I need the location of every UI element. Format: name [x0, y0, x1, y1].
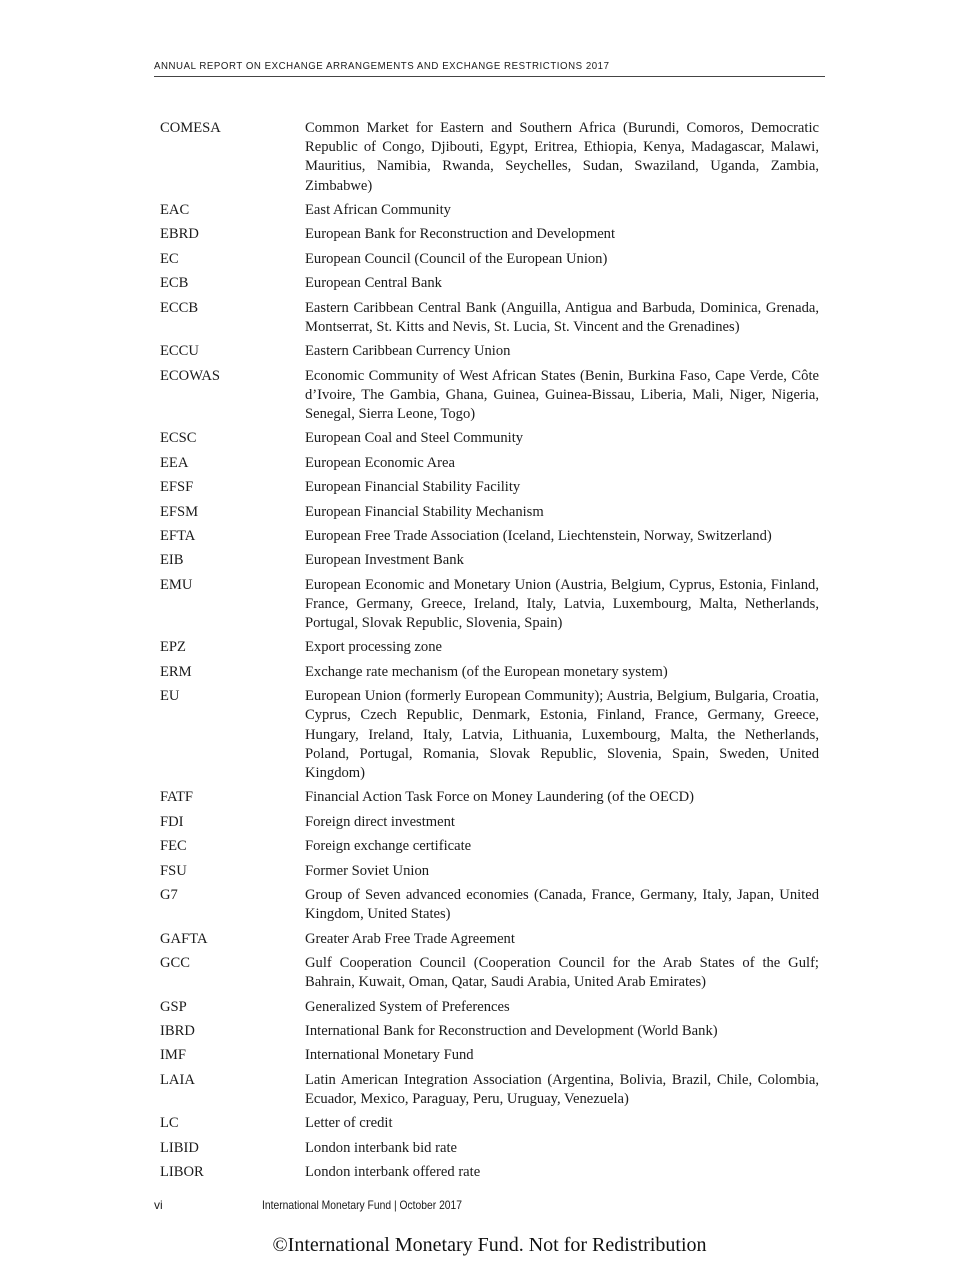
abbreviation-definition: Eastern Caribbean Currency Union: [305, 343, 511, 360]
abbreviation-definition: European Free Trade Association (Iceland, Liechtenstein, Norway, Switzerland): [305, 527, 772, 544]
abbreviation-definition: East African Community: [305, 202, 451, 218]
abbreviation-term: EPZ: [160, 639, 186, 656]
abbreviation-term: IMF: [160, 1047, 186, 1064]
abbreviation-term: FATF: [160, 789, 193, 806]
abbreviation-definition: European Financial Stability Mechanism: [305, 503, 544, 520]
abbreviation-definition: Greater Arab Free Trade Agreement: [305, 930, 515, 947]
abbreviation-term: EAC: [160, 202, 190, 218]
abbreviation-term: ECCU: [160, 343, 199, 360]
list-item: [160, 119, 819, 196]
list-item: [160, 1114, 819, 1133]
abbreviation-definition: Foreign direct investment: [305, 813, 455, 830]
abbreviation-definition: London interbank offered rate: [305, 1164, 481, 1181]
list-item: [160, 478, 819, 497]
abbreviation-term: EFTA: [160, 527, 196, 544]
list-item: [160, 1046, 819, 1065]
abbreviation-term: GAFTA: [160, 930, 208, 947]
list-item: [160, 527, 819, 546]
list-item: [160, 663, 819, 682]
abbreviation-term: ECCB: [160, 299, 199, 316]
list-item: [160, 837, 819, 856]
abbreviation-definition: Gulf Cooperation Council (Cooperation Council for the Arab States of the Gulf; Bahrain, Kuwait, Oman, Qatar, Saudi Arabia, United Arab Emirates): [305, 955, 819, 991]
list-item: [160, 429, 819, 448]
abbreviation-term: ECB: [160, 275, 189, 292]
abbreviation-term: EFSM: [160, 503, 199, 520]
abbreviation-term: LIBOR: [160, 1164, 204, 1181]
list-item: [160, 250, 819, 269]
abbreviation-definition: London interbank bid rate: [305, 1139, 457, 1156]
abbreviation-term: EIB: [160, 552, 184, 569]
abbreviation-definition: Export processing zone: [305, 639, 442, 656]
abbreviation-term: EBRD: [160, 226, 199, 243]
abbreviation-definition: European Council (Council of the European Union): [305, 250, 608, 267]
abbreviation-definition: European Economic Area: [305, 454, 455, 471]
list-item: [160, 1139, 819, 1158]
abbreviation-definition: Common Market for Eastern and Southern Africa (Burundi, Comoros, Democratic Republic of Congo, Djibouti, Egypt, Eritrea, Ethiopia, Kenya, Madagascar, Malawi, Mauritius, Namibia, Rwanda, Seychelles, Sudan, Swaziland, Uganda, Zambia, Zimbabwe): [305, 120, 819, 194]
abbreviation-term: FEC: [160, 838, 187, 855]
list-item: [160, 1071, 819, 1109]
abbreviation-term: EFSF: [160, 479, 194, 496]
running-head: ANNUAL REPORT ON EXCHANGE ARRANGEMENTS AND EXCHANGE RESTRICTIONS 2017: [154, 60, 610, 72]
page-number: vi: [154, 1198, 163, 1212]
copyright-notice: ©International Monetary Fund. Not for Redistribution: [272, 1234, 707, 1256]
abbreviation-term: GCC: [160, 955, 191, 972]
abbreviation-definition: European Coal and Steel Community: [305, 430, 524, 447]
list-item: [160, 687, 819, 783]
list-item: [160, 1022, 819, 1041]
abbreviation-definition: European Investment Bank: [305, 552, 464, 569]
publisher-line: International Monetary Fund | October 2017: [262, 1198, 463, 1212]
abbreviation-definition: European Union (formerly European Community); Austria, Belgium, Bulgaria, Croatia, Cyprus, Czech Republic, Denmark, Estonia, Finland, France, Germany, Greece, Hungary, Ireland, Italy, Latvia, Lithuania, Luxembourg, Malta, the Netherlands, Poland, Portugal, Romania, Slovak Republic, Slovenia, Spain, Sweden, United Kingdom): [305, 688, 819, 782]
abbreviation-term: EEA: [160, 454, 189, 471]
list-item: [160, 576, 819, 634]
abbreviation-definition: Former Soviet Union: [305, 862, 430, 879]
abbreviation-definition: International Monetary Fund: [305, 1047, 474, 1064]
list-item: [160, 342, 819, 361]
abbreviation-term: ECSC: [160, 430, 197, 447]
abbreviation-definition: Letter of credit: [305, 1115, 393, 1132]
abbreviation-term: FSU: [160, 862, 187, 879]
list-item: [160, 274, 819, 293]
abbreviation-definition: Generalized System of Preferences: [305, 998, 510, 1015]
list-item: [160, 954, 819, 992]
abbreviation-definition: Exchange rate mechanism (of the European monetary system): [305, 663, 668, 680]
abbreviation-term: EMU: [160, 576, 193, 593]
list-item: [160, 638, 819, 657]
abbreviation-term: ERM: [160, 663, 192, 680]
list-item: [160, 813, 819, 832]
abbreviation-term: ECOWAS: [160, 367, 220, 384]
list-item: [160, 225, 819, 244]
list-item: [160, 788, 819, 807]
list-item: [160, 998, 819, 1017]
abbreviation-list: [160, 119, 819, 1188]
list-item: [160, 367, 819, 425]
abbreviation-term: G7: [160, 887, 178, 904]
abbreviation-term: COMESA: [160, 120, 221, 136]
list-item: [160, 1163, 819, 1182]
abbreviation-definition: Group of Seven advanced economies (Canada, France, Germany, Italy, Japan, United Kingdom, United States): [305, 887, 819, 923]
abbreviation-definition: European Financial Stability Facility: [305, 479, 521, 496]
abbreviation-definition: Eastern Caribbean Central Bank (Anguilla, Antigua and Barbuda, Dominica, Grenada, Montserrat, St. Kitts and Nevis, St. Lucia, St. Vincent and the Grenadines): [305, 299, 819, 335]
list-item: [160, 503, 819, 522]
abbreviation-definition: International Bank for Reconstruction and Development (World Bank): [305, 1023, 718, 1039]
abbreviation-definition: Foreign exchange certificate: [305, 838, 472, 855]
abbreviation-term: IBRD: [160, 1023, 195, 1039]
abbreviation-term: FDI: [160, 813, 184, 830]
abbreviation-term: EC: [160, 250, 179, 267]
list-item: [160, 886, 819, 924]
header-rule: [154, 76, 825, 77]
abbreviation-definition: Financial Action Task Force on Money Laundering (of the OECD): [305, 789, 695, 806]
abbreviation-term: LIBID: [160, 1139, 199, 1156]
list-item: [160, 930, 819, 949]
abbreviation-term: EU: [160, 688, 180, 705]
abbreviation-definition: Latin American Integration Association (Argentina, Bolivia, Brazil, Chile, Colombia, Ecuador, Mexico, Paraguay, Peru, Uruguay, Venezuela): [305, 1071, 819, 1107]
list-item: [160, 201, 819, 220]
list-item: [160, 551, 819, 570]
abbreviation-term: LAIA: [160, 1071, 195, 1088]
abbreviation-definition: European Central Bank: [305, 275, 442, 292]
abbreviation-definition: European Bank for Reconstruction and Development: [305, 226, 616, 243]
abbreviation-definition: Economic Community of West African States (Benin, Burkina Faso, Cape Verde, Côte d’Ivoire, The Gambia, Ghana, Guinea, Guinea-Bissau, Liberia, Mali, Niger, Nigeria, Senegal, Sierra Leone, Togo): [305, 367, 819, 422]
list-item: [160, 299, 819, 337]
abbreviation-term: GSP: [160, 998, 187, 1015]
abbreviation-term: LC: [160, 1115, 179, 1132]
abbreviation-definition: European Economic and Monetary Union (Austria, Belgium, Cyprus, Estonia, Finland, France, Germany, Greece, Ireland, Italy, Latvia, Luxembourg, Malta, Netherlands, Portugal, Slovak Republic, Slovenia, Spain): [305, 576, 819, 632]
list-item: [160, 862, 819, 881]
list-item: [160, 454, 819, 473]
